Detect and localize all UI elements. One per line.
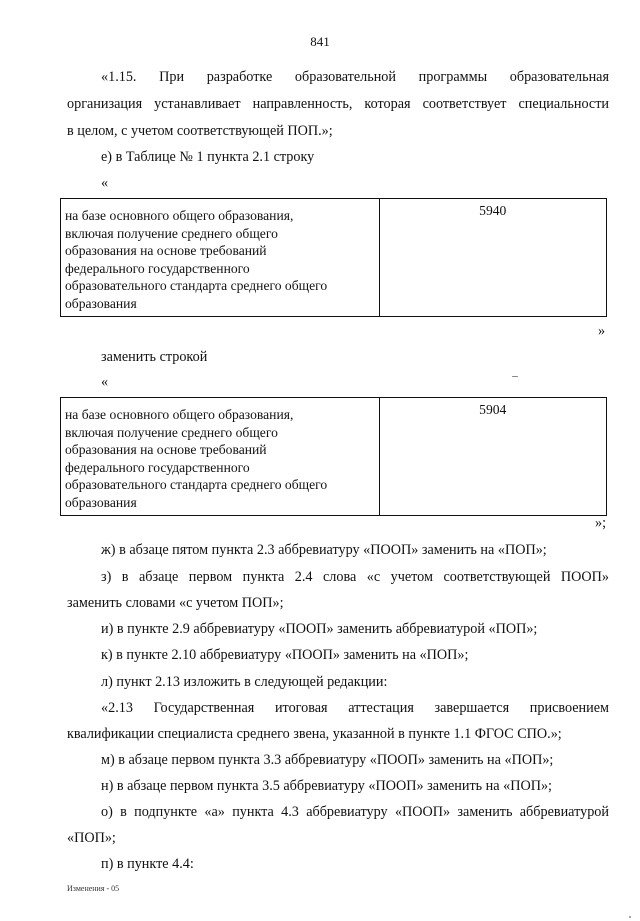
item-l: л) пункт 2.13 изложить в следующей редакции:: [101, 674, 388, 690]
scan-speck: [512, 376, 518, 377]
table-new-desc-line: образования: [65, 494, 137, 510]
table-new-desc-line: на базе основного общего образования,: [65, 407, 294, 422]
item-e: е) в Таблице № 1 пункта 2.1 строку: [101, 149, 315, 165]
open-quote-2: «: [101, 374, 109, 390]
para-2-13-line-1: «2.13 Государственная итоговая аттестация завершается присвоением: [101, 700, 609, 716]
item-p: п) в пункте 4.4:: [101, 856, 194, 872]
table-new-desc-line: включая получение среднего общего: [65, 424, 278, 440]
para-1-15-line-3: в целом, с учетом соответствующей ПОП.»;: [67, 123, 333, 139]
table-new-desc-cell: [61, 398, 380, 516]
item-k: к) в пункте 2.10 аббревиатуру «ПООП» заменить на «ПОП»;: [101, 647, 469, 663]
table-new-desc-line: образовательного стандарта среднего общего: [65, 477, 328, 493]
table-old-desc-line: на базе основного общего образования,: [65, 208, 294, 223]
table-new-desc-line: федерального государственного: [65, 459, 250, 475]
table-old-desc-line: федерального государственного: [65, 260, 250, 276]
item-zh: ж) в абзаце пятом пункта 2.3 аббревиатуру «ПООП» заменить на «ПОП»;: [101, 542, 547, 558]
table-row: [61, 398, 607, 516]
table-new-desc-line: образования на основе требований: [65, 442, 267, 458]
para-1-15-line-2: организация устанавливает направленность, которая соответствует специальности: [67, 96, 609, 112]
para-2-13-line-2: квалификации специалиста среднего звена, указанной в пункте 1.1 ФГОС СПО.»;: [67, 726, 562, 742]
table-new-value-cell: 5904: [379, 398, 607, 516]
item-z-line-2: заменить словами «с учетом ПОП»;: [67, 595, 284, 611]
para-1-15-line-1: «1.15. При разработке образовательной программы образовательная: [101, 69, 609, 85]
item-m: м) в абзаце первом пункта 3.3 аббревиатуру «ПООП» заменить на «ПОП»;: [101, 752, 554, 768]
scan-speck: [629, 916, 631, 918]
table-old-desc-line: образования: [65, 295, 137, 311]
table-old-desc-line: образования на основе требований: [65, 243, 267, 259]
item-o-line-2: «ПОП»;: [67, 830, 116, 846]
table-old-value-cell: 5940: [379, 199, 607, 317]
page-number: 841: [310, 34, 330, 49]
table-old-desc-line: включая получение среднего общего: [65, 225, 278, 241]
table-old-row: [60, 198, 607, 317]
table-old-desc-line: образовательного стандарта среднего общего: [65, 278, 328, 294]
item-n: н) в абзаце первом пункта 3.5 аббревиатуру «ПООП» заменить на «ПОП»;: [101, 778, 552, 794]
replace-with-text: заменить строкой: [101, 349, 208, 365]
open-quote-1: «: [101, 175, 109, 191]
table-old-desc-cell: [61, 199, 380, 317]
item-o-line-1: о) в подпункте «а» пункта 4.3 аббревиатуру «ПООП» заменить аббревиатурой: [101, 804, 609, 820]
close-quote-2: »;: [595, 515, 607, 531]
table-new-row: [60, 397, 607, 516]
close-quote-1: »: [598, 323, 606, 339]
item-i: и) в пункте 2.9 аббревиатуру «ПООП» заменить аббревиатурой «ПОП»;: [101, 621, 538, 637]
footer-note: Изменения - 05: [67, 884, 120, 893]
item-z-line-1: з) в абзаце первом пункта 2.4 слова «с учетом соответствующей ПООП»: [101, 569, 609, 585]
table-row: [61, 199, 607, 317]
